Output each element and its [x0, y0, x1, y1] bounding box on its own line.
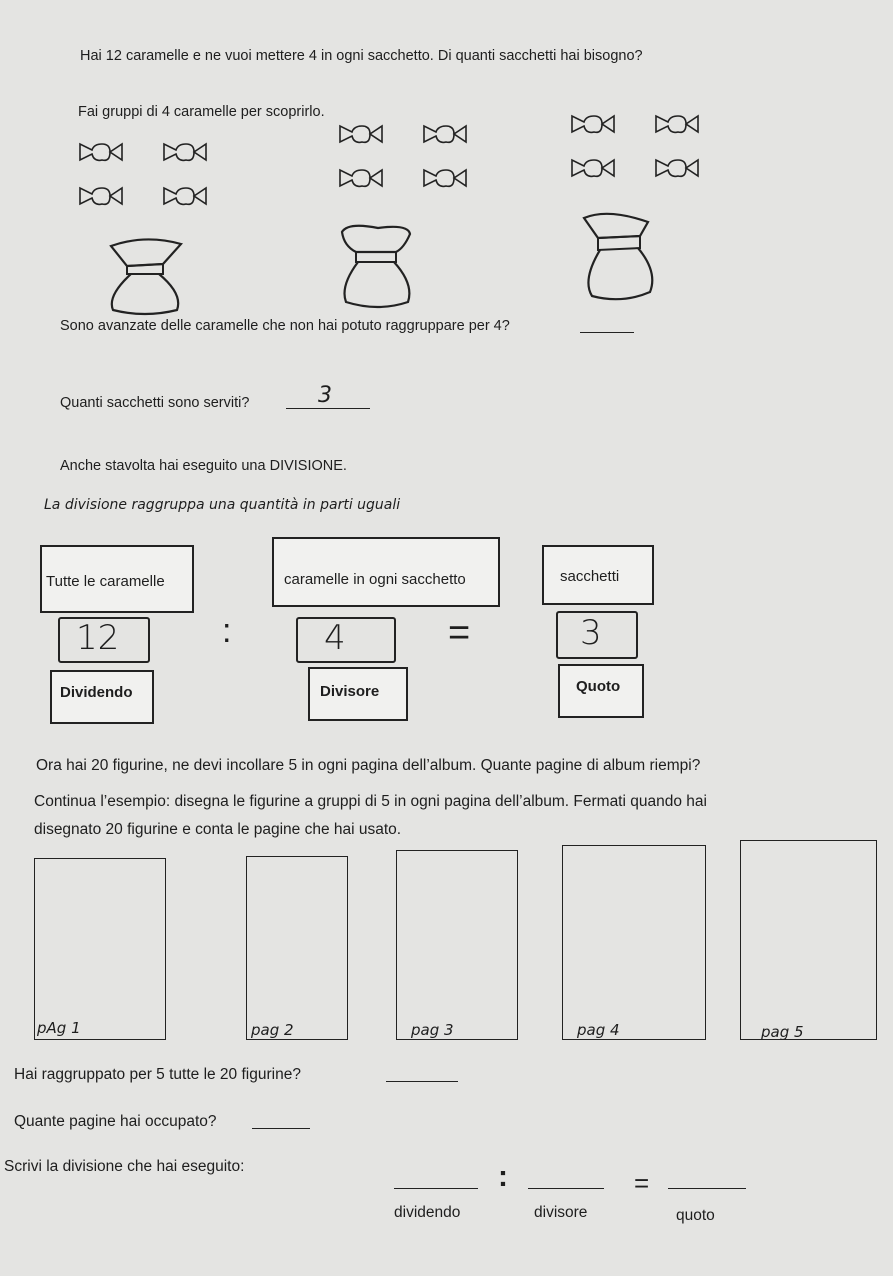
divisor-label: Divisore — [320, 683, 380, 700]
bags-answer: 3 — [318, 383, 332, 408]
dividend-description: Tutte le caramelle — [46, 573, 165, 590]
division-statement: Anche stavolta hai eseguito una DIVISIONE. — [60, 458, 347, 474]
problem2-instruction-line2: disegnato 20 figurine e conta le pagine che hai usato. — [34, 821, 402, 838]
dividend-blank[interactable] — [394, 1188, 478, 1189]
leftover-answer-blank[interactable] — [580, 332, 634, 333]
divisor-description-box — [272, 537, 500, 607]
divide-symbol: : — [498, 1160, 508, 1193]
dividend-value-box — [58, 617, 150, 663]
page-label: pag 4 — [577, 1021, 620, 1039]
pages-question: Quante pagine hai occupato? — [14, 1113, 217, 1130]
candy-icon — [340, 170, 382, 186]
album-page[interactable] — [562, 845, 706, 1040]
quotient-value-box — [556, 611, 638, 659]
leftover-question: Sono avanzate delle caramelle che non hai potuto raggruppare per 4? — [60, 318, 510, 334]
candy-icon — [80, 188, 122, 204]
bag-icon — [105, 238, 185, 318]
grouped-answer-blank[interactable] — [386, 1081, 458, 1082]
quotient-label: Quoto — [576, 678, 621, 695]
dividend-caption: dividendo — [394, 1204, 461, 1221]
candy-icon — [656, 116, 698, 132]
divisor-caption: divisore — [534, 1204, 588, 1221]
album-page[interactable] — [740, 840, 877, 1040]
bag-icon — [338, 222, 418, 312]
problem2-instruction-line1: Continua l’esempio: disegna le figurine a gruppi di 5 in ogni pagina dell’album. Fermati quando hai — [34, 793, 707, 810]
album-page[interactable] — [34, 858, 166, 1040]
grouped-question: Hai raggruppato per 5 tutte le 20 figurine? — [14, 1066, 301, 1083]
candy-icon — [424, 170, 466, 186]
division-definition: La divisione raggruppa una quantità in parti uguali — [44, 497, 401, 513]
page-label: pag 3 — [411, 1021, 454, 1039]
problem2-question: Ora hai 20 figurine, ne devi incollare 5 in ogni pagina dell’album. Quante pagine di album riempi? — [36, 757, 701, 774]
candy-icon — [572, 116, 614, 132]
quotient-description: sacchetti — [560, 568, 620, 585]
candy-icon — [424, 126, 466, 142]
equals-symbol: = — [634, 1168, 650, 1198]
dividend-description-box — [40, 545, 194, 613]
pages-answer-blank[interactable] — [252, 1128, 310, 1129]
album-page[interactable] — [246, 856, 348, 1040]
dividend-label: Dividendo — [60, 684, 133, 701]
candy-icon — [80, 144, 122, 160]
dividend-value: 12 — [76, 618, 120, 658]
dividend-label-box — [50, 670, 154, 724]
divisor-blank[interactable] — [528, 1188, 604, 1189]
equals-symbol: = — [448, 612, 471, 654]
album-page[interactable] — [396, 850, 518, 1040]
problem1-instruction: Fai gruppi di 4 caramelle per scoprirlo. — [78, 104, 325, 120]
quotient-description-box — [542, 545, 654, 605]
bag-icon — [578, 210, 658, 305]
bags-answer-blank[interactable] — [286, 408, 370, 409]
candy-icon — [656, 160, 698, 176]
write-division-prompt: Scrivi la divisione che hai eseguito: — [4, 1158, 245, 1175]
quotient-caption: quoto — [676, 1207, 715, 1224]
quotient-blank[interactable] — [668, 1188, 746, 1189]
divide-symbol: : — [222, 612, 232, 650]
problem1-question: Hai 12 caramelle e ne vuoi mettere 4 in ogni sacchetto. Di quanti sacchetti hai bisogno? — [80, 48, 643, 64]
page-label: pAg 1 — [37, 1019, 81, 1037]
candy-icon — [164, 188, 206, 204]
divisor-description: caramelle in ogni sacchetto — [284, 571, 466, 588]
candy-icon — [164, 144, 206, 160]
divisor-label-box — [308, 667, 408, 721]
candy-icon — [340, 126, 382, 142]
page-label: pag 5 — [761, 1023, 804, 1041]
divisor-value-box — [296, 617, 396, 663]
candy-icon — [572, 160, 614, 176]
page-label: pag 2 — [251, 1021, 294, 1039]
quotient-label-box — [558, 664, 644, 718]
quotient-value: 3 — [580, 613, 602, 653]
divisor-value: 4 — [324, 618, 346, 658]
bags-question: Quanti sacchetti sono serviti? — [60, 395, 250, 411]
